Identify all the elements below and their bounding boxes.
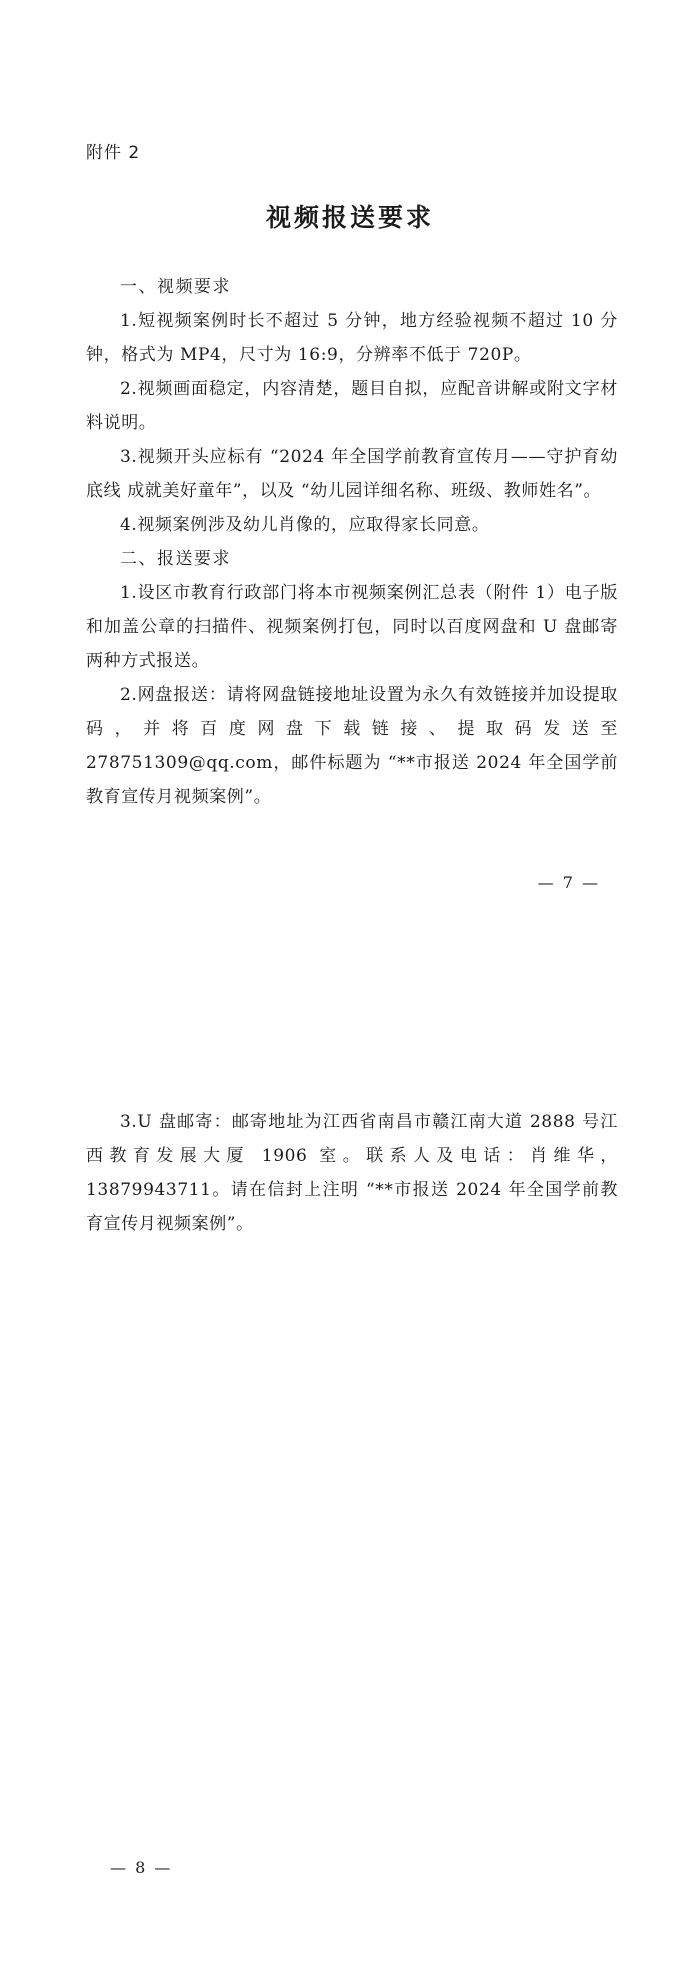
paragraph: 1.短视频案例时长不超过 5 分钟，地方经验视频不超过 10 分钟，格式为 MP4，尺寸为 16:9，分辨率不低于 720P。 xyxy=(86,311,618,365)
section-heading-submission-requirements: 二、报送要求 xyxy=(120,549,231,569)
paragraph: 3.视频开头应标有 “2024 年全国学前教育宣传月——守护育幼底线 成就美好童年”，以及 “幼儿园详细名称、班级、教师姓名”。 xyxy=(86,447,618,501)
paragraph: 4.视频案例涉及幼儿肖像的，应取得家长同意。 xyxy=(120,515,490,535)
page-number: — 7 — xyxy=(537,873,600,892)
paragraph: 2.网盘报送：请将网盘链接地址设置为永久有效链接并加设提取码，并将百度网盘下载链接、提取码发送至 278751309@qq.com，邮件标题为 “**市报送 2024 年全国学前教育宣传月视频案例”。 xyxy=(86,685,618,807)
section-heading-video-requirements: 一、视频要求 xyxy=(120,277,231,297)
attachment-label: 附件 2 xyxy=(86,143,141,163)
paragraph: 2.视频画面稳定，内容清楚，题目自拟，应配音讲解或附文字材料说明。 xyxy=(86,379,618,433)
document-page-8 xyxy=(0,990,700,1979)
page-7-body xyxy=(86,270,618,814)
page-number: — 8 — xyxy=(110,1858,173,1877)
paragraph: 3.U 盘邮寄：邮寄地址为江西省南昌市赣江南大道 2888 号江西教育发展大厦 1906 室。联系人及电话：肖维华，13879943711。请在信封上注明 “**市报送 2024 年全国学前教育宣传月视频案例”。 xyxy=(86,1112,618,1234)
paragraph: 1.设区市教育行政部门将本市视频案例汇总表（附件 1）电子版和加盖公章的扫描件、视频案例打包，同时以百度网盘和 U 盘邮寄两种方式报送。 xyxy=(86,583,618,671)
document-title: 视频报送要求 xyxy=(265,203,434,232)
page-8-body xyxy=(86,1105,618,1241)
